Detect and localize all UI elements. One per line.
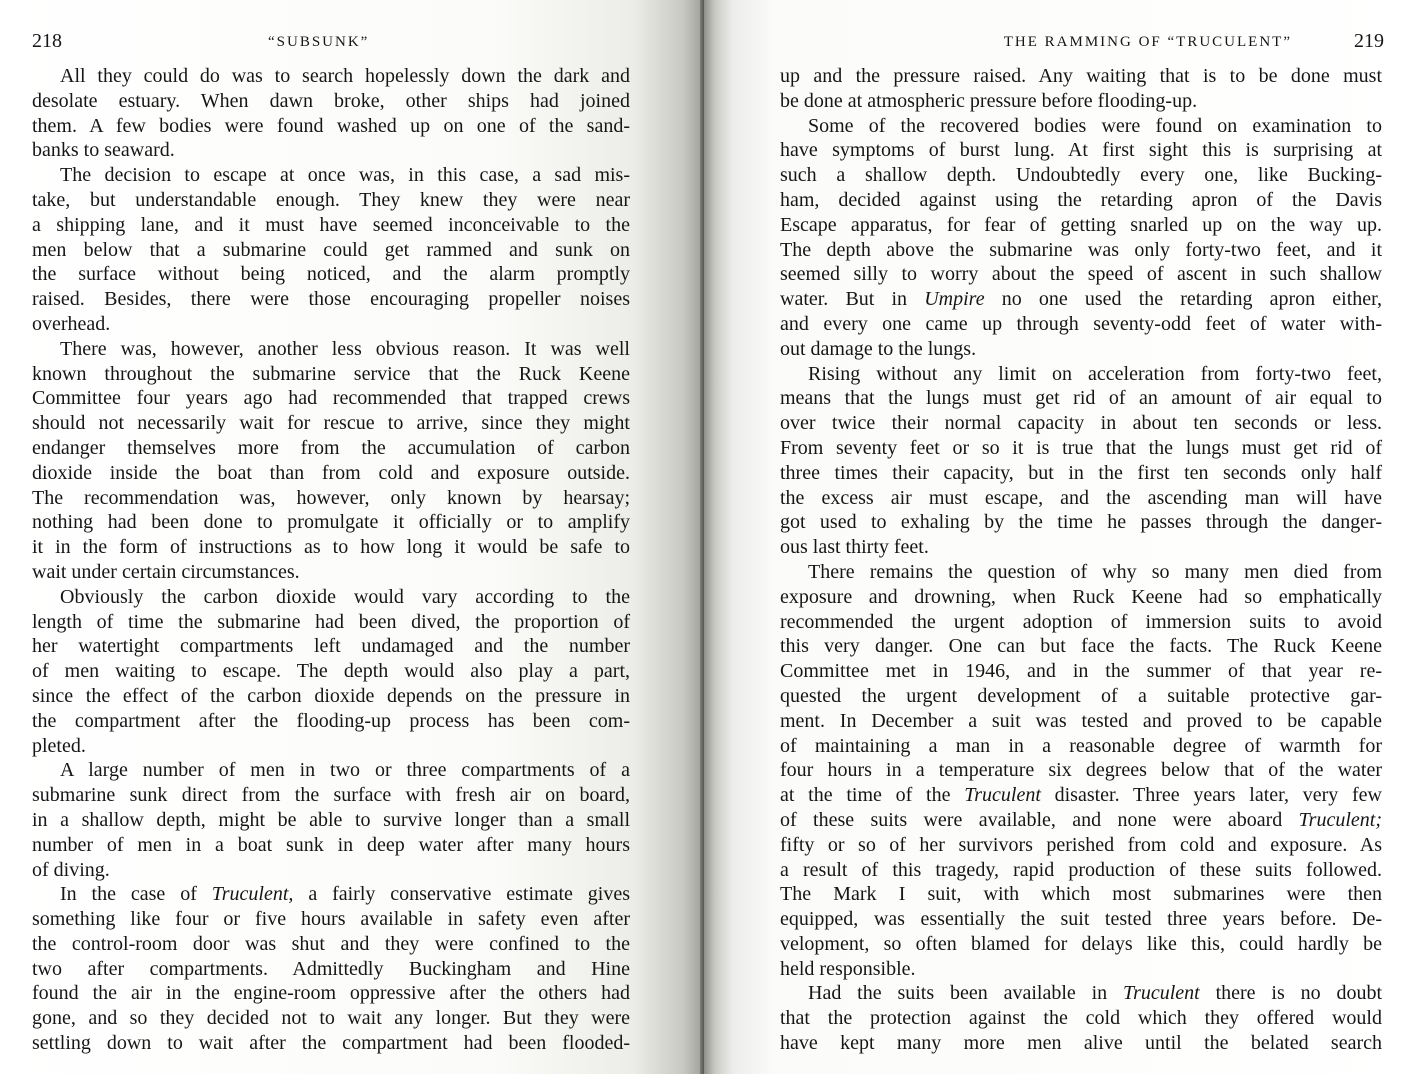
text-line: The decision to escape at once was, in this case, a sad mis- [60, 164, 630, 187]
text-line: men below that a submarine could get rammed and sunk on [32, 238, 630, 261]
text-line: the control-room door was shut and they were confined to the [32, 932, 630, 955]
text-span: of these suits were available, and none were aboard [780, 808, 1299, 831]
text-line: ment. In December a suit was tested and proved to be capable [780, 709, 1382, 732]
text-span: water. But in [780, 288, 925, 311]
text-line: length of time the submarine had been dived, the proportion of [32, 610, 630, 633]
right-body-text [780, 64, 1382, 1056]
text-line: in a shallow depth, might be able to survive longer than a small [32, 808, 630, 831]
left-running-title: “SUBSUNK” [268, 34, 370, 50]
text-span: Had the suits been available in [808, 982, 1124, 1005]
left-running-head [32, 28, 632, 56]
text-line: the surface without being noticed, and the alarm promptly [32, 263, 630, 286]
right-page-number: 219 [1354, 30, 1384, 52]
text-line: Committee four years ago had recommended that trapped crews [32, 387, 630, 410]
text-line: should not necessarily wait for rescue to arrive, since they might [32, 412, 630, 435]
text-line: that the protection against the cold which they offered would [780, 1007, 1382, 1030]
text-line: be done at atmospheric pressure before flooding-up. [780, 89, 1198, 112]
text-line: banks to seaward. [32, 139, 175, 162]
right-page [704, 0, 1408, 1074]
text-line: recommended the urgent adoption of immersion suits to avoid [780, 610, 1382, 633]
text-line: Some of the recovered bodies were found on examination to [808, 114, 1382, 137]
text-line: since the effect of the carbon dioxide depends on the pressure in [32, 684, 630, 707]
text-line: this very danger. One can but face the facts. The Ruck Keene [780, 635, 1382, 658]
text-span: at the time of the [780, 784, 965, 807]
text-line: There remains the question of why so many men died from [808, 560, 1382, 583]
text-line: exposure and drowning, when Ruck Keene had so emphatically [780, 585, 1382, 608]
left-body-text [32, 64, 630, 1056]
text-line: something like four or five hours available in safety even after [32, 908, 630, 931]
text-line [780, 981, 1382, 1006]
italic-title: Truculent; [1298, 808, 1382, 831]
text-line: ham, decided against using the retarding apron of the Davis [780, 188, 1382, 211]
text-line: nothing had been done to promulgate it officially or to amplify [32, 511, 630, 534]
text-line: wait under certain circumstances. [32, 560, 300, 583]
italic-title: Truculent [1123, 982, 1200, 1005]
text-line: four hours in a temperature six degrees below that of the water [780, 759, 1382, 782]
text-line: them. A few bodies were found washed up on one of the sand- [32, 114, 630, 137]
text-line: ous last thirty feet. [780, 536, 929, 559]
text-line: found the air in the engine-room oppressive after the others had [32, 982, 630, 1005]
text-line: up and the pressure raised. Any waiting that is to be done must [780, 65, 1382, 87]
text-span: In the case of [60, 883, 212, 906]
text-line: Obviously the carbon dioxide would vary according to the [60, 585, 630, 608]
italic-title: Truculent [964, 784, 1041, 807]
text-line: of diving. [32, 858, 110, 881]
text-line: a result of this tragedy, rapid production of these suits followed. [780, 858, 1382, 881]
text-line: known throughout the submarine service that the Ruck Keene [32, 362, 630, 385]
text-line: take, but understandable enough. They knew they were near [32, 188, 630, 211]
text-line: of maintaining a man in a reasonable degree of warmth for [780, 734, 1382, 757]
text-line: equipped, was essentially the suit tested three years before. De- [780, 908, 1382, 931]
text-line: There was, however, another less obvious reason. It was well [60, 337, 630, 360]
text-line: overhead. [32, 312, 111, 335]
text-line: Escape apparatus, for fear of getting snarled up on the way up. [780, 213, 1382, 236]
text-line: of men waiting to escape. The depth would also play a part, [32, 660, 630, 683]
text-line: have symptoms of burst lung. At first sight this is surprising at [780, 139, 1382, 162]
text-line: the compartment after the flooding-up process has been com- [32, 709, 630, 732]
text-line: The depth above the submarine was only forty-two feet, and it [780, 238, 1382, 261]
text-span: a fairly conservative estimate gives [293, 883, 631, 906]
text-line [780, 783, 1382, 808]
text-line: The Mark I suit, with which most submarines were then [780, 883, 1382, 906]
text-line: quested the urgent development of a suitable protective gar- [780, 684, 1382, 707]
italic-title: Umpire [924, 288, 985, 311]
text-line: the excess air must escape, and the ascending man will have [780, 486, 1382, 509]
text-line: A large number of men in two or three compartments of a [60, 759, 630, 782]
text-line [780, 808, 1382, 833]
text-line: got used to exhaling by the time he passes through the danger- [780, 511, 1382, 534]
right-running-head [784, 28, 1384, 56]
text-line: over twice their normal capacity in about ten seconds or less. [780, 412, 1382, 435]
text-line: Committee met in 1946, and in the summer of that year re- [780, 660, 1382, 683]
italic-title: Truculent, [211, 883, 294, 906]
text-line: endanger themselves more from the accumulation of carbon [32, 436, 630, 459]
right-running-title: THE RAMMING OF “TRUCULENT” [1003, 34, 1292, 50]
text-line: dioxide inside the boat than from cold and exposure outside. [32, 461, 630, 484]
text-span: there is no doubt [1199, 982, 1382, 1005]
left-page-number: 218 [32, 30, 62, 52]
text-line: have kept many more men alive until the belated search [780, 1032, 1382, 1055]
text-line: All they could do was to search hopelessly down the dark and [60, 65, 630, 87]
text-line: From seventy feet or so it is true that the lungs must get rid of [780, 436, 1382, 459]
text-line: Rising without any limit on acceleration from forty-two feet, [808, 362, 1382, 385]
text-line: The recommendation was, however, only known by hearsay; [32, 486, 630, 509]
text-span: disaster. Three years later, very few [1040, 784, 1382, 807]
text-line [780, 287, 1382, 312]
text-line [32, 882, 630, 907]
text-line: three times their capacity, but in the first ten seconds only half [780, 461, 1382, 484]
text-line: means that the lungs must get rid of an amount of air equal to [780, 387, 1382, 410]
text-span: no one used the retarding apron either, [984, 288, 1383, 311]
text-line: two after compartments. Admittedly Buckingham and Hine [32, 957, 630, 980]
text-line: and every one came up through seventy-odd feet of water with- [780, 312, 1382, 335]
text-line: seemed silly to worry about the speed of ascent in such shallow [780, 263, 1382, 286]
text-line: held responsible. [780, 957, 916, 980]
text-line: her watertight compartments left undamaged and the number [32, 635, 630, 658]
text-line: pleted. [32, 734, 86, 757]
text-line: number of men in a boat sunk in deep water after many hours [32, 833, 630, 856]
text-line: such a shallow depth. Undoubtedly every one, like Bucking- [780, 164, 1382, 187]
text-line: desolate estuary. When dawn broke, other ships had joined [32, 89, 630, 112]
text-line: submarine sunk direct from the surface with fresh air on board, [32, 784, 630, 807]
text-line: out damage to the lungs. [780, 337, 977, 360]
text-line: a shipping lane, and it must have seemed inconceivable to the [32, 213, 630, 236]
text-line: settling down to wait after the compartment had been flooded- [32, 1032, 630, 1055]
text-line: raised. Besides, there were those encouraging propeller noises [32, 288, 630, 311]
text-line: velopment, so often blamed for delays like this, could hardly be [780, 932, 1382, 955]
text-line: it in the form of instructions as to how long it would be safe to [32, 536, 630, 559]
text-line: fifty or so of her survivors perished from cold and exposure. As [780, 833, 1382, 856]
text-line: gone, and so they decided not to wait any longer. But they were [32, 1007, 630, 1030]
